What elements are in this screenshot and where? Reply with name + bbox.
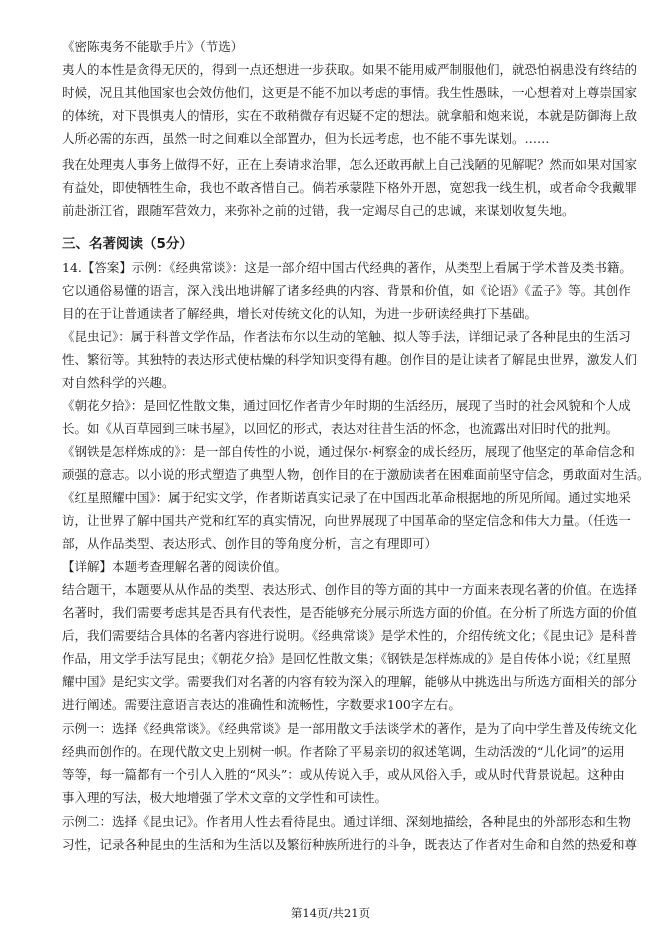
text-line: 习性，记录各种昆虫的生活和为生活以及繁衍种族所进行的斗争，既表达了作者对生命和自然的热爱和尊 [62, 837, 638, 852]
text-line: 后，我们需要结合具体的名著内容进行说明。《经典常谈》是学术性的，介绍传统文化；《昆虫记》是科普 [62, 628, 638, 643]
text-line: 作品，用文学手法写昆虫；《朝花夕拾》是回忆性散文集；《钢铁是怎样炼成的》是自传体小说；《红星照 [62, 651, 631, 666]
page-footer: 第14页/共21页 [290, 906, 371, 920]
text-line: 耀中国》是纪实文学。需要我们对名著的内容有较为深入的理解，能够从中挑选出与所选方面相关的部分 [62, 674, 638, 689]
text-line: 《朝花夕拾》：是回忆性散文集，通过回忆作者青少年时期的生活经历，展现了当时的社会风貌和个人成 [62, 398, 631, 413]
text-line: 示例一：选择《经典常谈》。《经典常谈》是一部用散文手法谈学术的著作，是为了向中学生普及传统文化 [62, 721, 638, 736]
text-line: 结合题干，本题要从从作品的类型、表达形式、创作目的等方面的其中一方面来表现名著的价值。在选择 [62, 582, 638, 597]
text-line: 示例二：选择《昆虫记》。作者用人性去看待昆虫。通过详细、深刻地描绘，各种昆虫的外部形态和生物 [62, 814, 631, 829]
text-line: 14.【答案】示例：《经典常谈》：这是一部介绍中国古代经典的著作，从类型上看属于学术普及类书籍。 [62, 260, 632, 275]
section-heading: 三、名著阅读（5分） [62, 236, 193, 252]
text-line: 目的在于让普通读者了解经典，增长对传统文化的认知，为进一步研读经典打下基础。 [62, 306, 538, 321]
text-line: 《钢铁是怎样炼成的》：是一部自传性的小说，通过保尔·柯察金的成长经历，展现了他坚定的革命信念和 [62, 444, 635, 459]
text-line: 我在处理夷人事务上做得不好，正在上奏请求治罪，怎么还敢再献上自己浅陋的见解呢？然而如果对国家 [62, 157, 638, 172]
text-line: 顽强的意志。以小说的形式塑造了典型人物，创作目的在于激励读者在困难面前坚守信念，勇敢面对生活。 [62, 467, 650, 482]
text-line: 性、繁衍等。其独特的表达形式使枯燥的科学知识变得有趣。创作目的是让读者了解昆虫世界，激发人们 [62, 352, 638, 367]
text-line: 时候，况且其他国家也会效仿他们，这更是不能不加以考虑的事情。我生性愚昧，一心想着对上尊崇国家 [62, 85, 638, 100]
text-line: 《密陈夷务不能歇手片》（节选） [62, 39, 244, 54]
text-line: 夷人的本性是贪得无厌的，得到一点还想进一步获取。如果不能用威严制服他们，就恐怕祸患没有终结的 [62, 62, 638, 77]
text-line: 进行阐述。需要注意语言表达的准确性和流畅性，字数要求100字左右。 [62, 697, 461, 712]
text-line: 《红星照耀中国》：属于纪实文学，作者斯诺真实记录了在中国西北革命根据地的所见所闻。通过实地采 [62, 490, 631, 505]
text-line: 它以通俗易懂的语言，深入浅出地讲解了诸多经典的内容、背景和价值，如《论语》《孟子》等。其创作 [62, 283, 631, 298]
text-line: 名著时，我们需要考虑其是否具有代表性，是否能够充分展示所选方面的价值。在分析了所选方面的价值 [62, 605, 638, 620]
text-line: 等等，每一篇都有一个引人入胜的“风头”：或从传说入手，或从风俗入手，或从时代背景说起。这种由 [62, 767, 625, 782]
text-line: 对自然科学的兴趣。 [62, 375, 175, 390]
text-line: 部，从作品类型、表达形式、创作目的等角度分析，言之有理即可） [62, 536, 438, 551]
text-line: 事入理的写法，极大地增强了学术文章的文学性和可读性。 [62, 790, 388, 805]
text-line: 《昆虫记》：属于科普文学作品，作者法布尔以生动的笔触、拟人等手法，详细记录了各种昆虫的生活习 [62, 329, 631, 344]
text-line: 前赴浙江省，跟随军营效力，来弥补之前的过错，我一定竭尽自己的忠诚，来谋划收复失地。 [62, 203, 575, 218]
text-line: 的体统，对下畏惧夷人的情形，实在不敢稍微存有迟疑不定的想法。就拿船和炮来说，本就是防御海上敌 [62, 108, 638, 123]
text-line: 【详解】本题考查理解名著的阅读价值。 [62, 559, 288, 574]
text-line: 有益处，即使牺牲生命，我也不敢吝惜自己。倘若承蒙陛下格外开恩，宽恕我一线生机，或者命令我戴罪 [62, 180, 638, 195]
text-line: 访，让世界了解中国共产党和红军的真实情况，向世界展现了中国革命的坚定信念和伟大力量。（任选一 [62, 513, 631, 528]
text-line: 人所必需的东西，虽然一时之间难以全部置办，但为长远考虑，也不能不事先谋划。…… [62, 131, 550, 146]
text-line: 长。如《从百草园到三味书屋》，以回忆的形式，表达对往昔生活的怀念，也流露出对旧时代的批判。 [62, 421, 619, 436]
text-line: 经典而创作的。在现代散文史上别树一帜。作者除了平易亲切的叙述笔调，生动活泼的“儿化词”的运用 [62, 744, 625, 759]
